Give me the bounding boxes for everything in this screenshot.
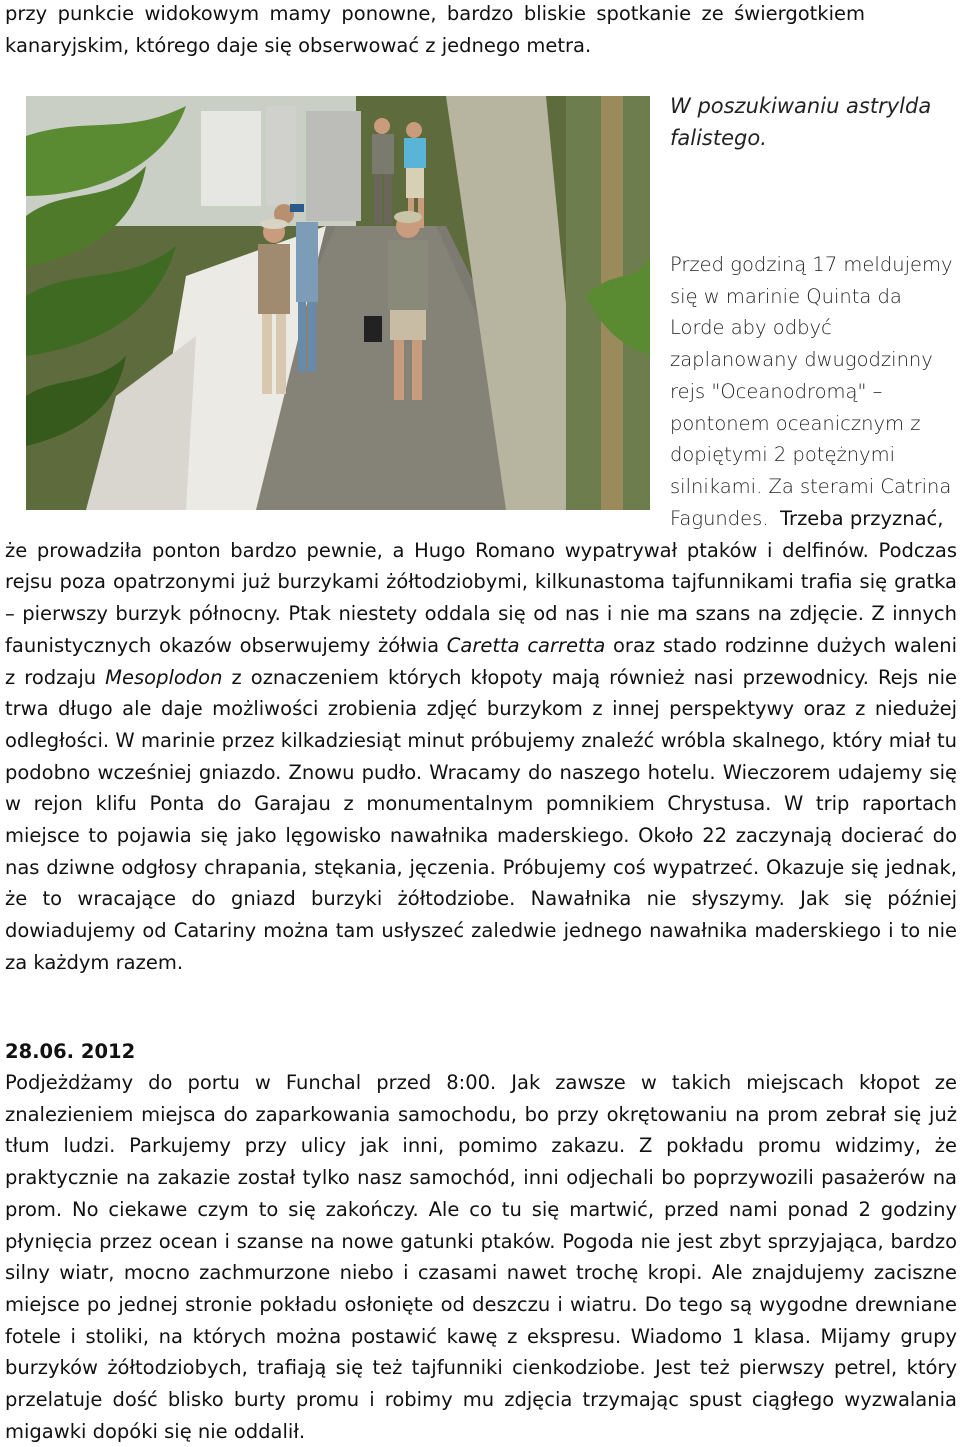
paragraph-text-1: że prowadziła ponton bardzo pewnie, a Hugo Romano wypatrywał ptaków i delfinów. Podczas rejsu poza opatrzonymi już burzykami żółtodziobymi, kilkunastoma tajfunnikami trafia się gratka – pierwszy burzyk północny. Ptak niestety oddala się od nas i nie ma szans na zdjęcie. Z innych faunistycznych okazów obserwujemy żółwia	[5, 538, 957, 657]
species-name-caretta: Caretta carretta	[446, 633, 606, 657]
paragraph-text-2: oraz stado rodzinne dużych waleni z rodzaju	[5, 633, 957, 689]
birdwatchers-photo	[26, 96, 650, 510]
main-paragraph	[5, 503, 957, 979]
photo-caption: W poszukiwaniu astrylda falistego.	[670, 94, 932, 150]
entry-date: 28.06. 2012	[5, 1040, 136, 1063]
paragraph-text-3: z oznaczeniem których kłopoty mają również nasi przewodnicy. Rejs nie trwa długo ale daje możliwości zrobienia zdjęć burzykom z innej perspektywy oraz z niedużej odległości. W marinie przez kilkadziesiąt minut próbujemy znaleźć wróbla skalnego, który miał tu podobno wcześniej gniazdo. Znowu pudło. Wracamy do naszego hotelu. Wieczorem udajemy się w rejon klifu Ponta do Garajau z monumentalnym pomnikiem Chrystusa. W trip raportach miejsce to pojawia się jako lęgowisko nawałnika maderskiego. Około 22 zaczynają docierać do nas dziwne odgłosy chrapania, stękania, jęczenia. Próbujemy coś wypatrzeć. Okazuje się jednak, że to wracające do gniazd burzyki żółtodziobe. Nawałnika nie słyszymy. Jak się później dowiadujemy od Catariny można tam usłyszeć zaledwie jednego nawałnika maderskiego i to nie za każdym razem.	[5, 665, 957, 974]
species-name-mesoplodon: Mesoplodon	[105, 665, 223, 689]
photo-illustration	[26, 96, 650, 510]
side-paragraph: Przed godziną 17 meldujemy się w marinie Quinta da Lorde aby odbyć zaplanowany dwugodzinny rejs "Oceanodromą" – pontonem oceanicznym z dopiętymi 2 potężnymi silnikami. Za sterami Catrina Fagundes.	[670, 253, 953, 530]
entry-paragraph: Podjeżdżamy do portu w Funchal przed 8:00. Jak zawsze w takich miejscach kłopot ze znalezieniem miejsca do zaparkowania samochodu, bo przy okrętowaniu na prom zebrał się już tłum ludzi. Parkujemy przy ulicy jak inni, pomimo zakazu. Z pokładu promu widzimy, że praktycznie na zakazie został tylko nasz samochód, inni odjechali bo poprzywozili pasażerów na prom. No ciekawe czym to się zakończy. Ale co tu się martwić, przed nami ponad 2 godziny płynięcia przez ocean i szanse na nowe gatunki ptaków. Pogoda nie jest zbyt sprzyjająca, bardzo silny wiatr, mocno zachmurzone niebo i czasami nawet trochę kropi. Ale znajdujemy zaciszne miejsce po jednej stronie pokładu osłonięte od deszczu i wiatru. Do tego są wygodne drewniane fotele i stoliki, na których można postawić kawę z ekspresu. Wiadomo 1 klasa. Mijamy grupy burzyków żółtodziobych, trafiają się też tajfunniki cienkodziobe. Jest też pierwszy petrel, który przelatuje dość blisko burty promu i robimy mu zdjęcia trzymając spust ciągłego wyzwalania migawki dopóki się nie oddalił.	[5, 1071, 957, 1443]
paragraph-continuation: Trzeba przyznać,	[780, 507, 944, 530]
intro-paragraph: przy punkcie widokowym mamy ponowne, bardzo bliskie spotkanie ze świergotkiem kanaryjskim, którego daje się obserwować z jednego metra.	[5, 2, 865, 57]
